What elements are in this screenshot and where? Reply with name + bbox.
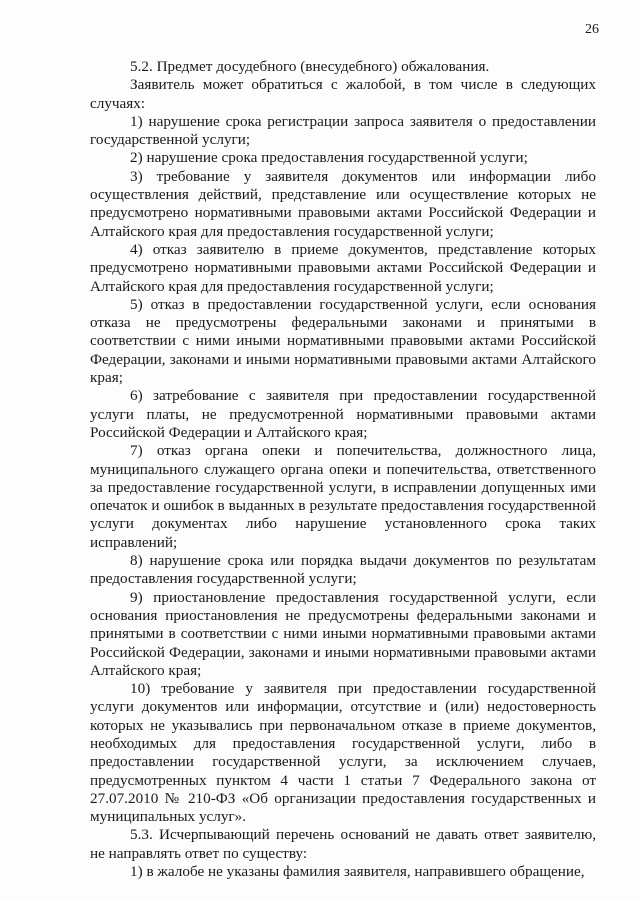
list-item-8: 8) нарушение срока или порядка выдачи документов по результатам предоставления государственной услуги; bbox=[90, 552, 596, 588]
section-heading-5-3: 5.3. Исчерпывающий перечень оснований не давать ответ заявителю, не направлять ответ по существу: bbox=[90, 826, 596, 862]
list-item-3: 3) требование у заявителя документов или информации либо осуществления действий, представление или осуществление которых не предусмотрено нормативными правовыми актами Российской Федерации и Алтайского края для предоставления государственной услуги; bbox=[90, 167, 596, 240]
list-item-5: 5) отказ в предоставлении государственной услуги, если основания отказа не предусмотрены федеральными законами и принятыми в соответствии с ними иными нормативными правовыми актами Российской Федерации, законами и иными нормативными правовыми актами Алтайского края; bbox=[90, 295, 596, 387]
section-heading-5-2: 5.2. Предмет досудебного (внесудебного) обжалования. bbox=[130, 58, 490, 75]
list-item-1: 1) нарушение срока регистрации запроса заявителя о предоставлении государственной услуги; bbox=[90, 112, 596, 149]
list-item-9: 9) приостановление предоставления государственной услуги, если основания приостановления не предусмотрены федеральными законами и принятыми в соответствии с ними иными нормативными правовыми актами Российской Федерации, законами и иными нормативными правовыми актами Алтайского края; bbox=[90, 588, 596, 679]
page-number: 26 bbox=[585, 22, 599, 37]
list-item-2: 2) нарушение срока предоставления государственной услуги; bbox=[130, 149, 528, 167]
list-item-10: 10) требование у заявителя при предоставлении государственной услуги документов или информации, отсутствие и (или) недостоверность которых не указывались при первоначальном отказе в приеме документов, необходимых для предоставления государственной услуги, либо в предоставлении государственной услуги, за исключением случаев, предусмотренных пунктом 4 части 1 статьи 7 Федерального закона от 27.07.2010 № 210-ФЗ «Об организации предоставления государственных и муниципальных услуг». bbox=[90, 680, 596, 826]
list-item-4: 4) отказ заявителю в приеме документов, представление которых предусмотрено нормативными правовыми актами Российской Федерации и Алтайского края для предоставления государственной услуги; bbox=[90, 240, 596, 295]
document-body bbox=[90, 58, 596, 881]
list-item-7: 7) отказ органа опеки и попечительства, должностного лица, муниципального служащего органа опеки и попечительства, ответственного за предоставление государственной услуги, в исправлении допущенных ими опечаток и ошибок в выданных в результате предоставления государственной услуги документах либо нарушение установленного срока таких исправлений; bbox=[90, 442, 596, 551]
list-item-5-3-1: 1) в жалобе не указаны фамилия заявителя, направившего обращение, bbox=[130, 863, 585, 881]
paragraph-complaint-cases-intro: Заявитель может обратиться с жалобой, в том числе в следующих случаях: bbox=[90, 76, 596, 112]
list-item-6: 6) затребование с заявителя при предоставлении государственной услуги платы, не предусмотренной нормативными правовыми актами Российской Федерации и Алтайского края; bbox=[90, 387, 596, 441]
